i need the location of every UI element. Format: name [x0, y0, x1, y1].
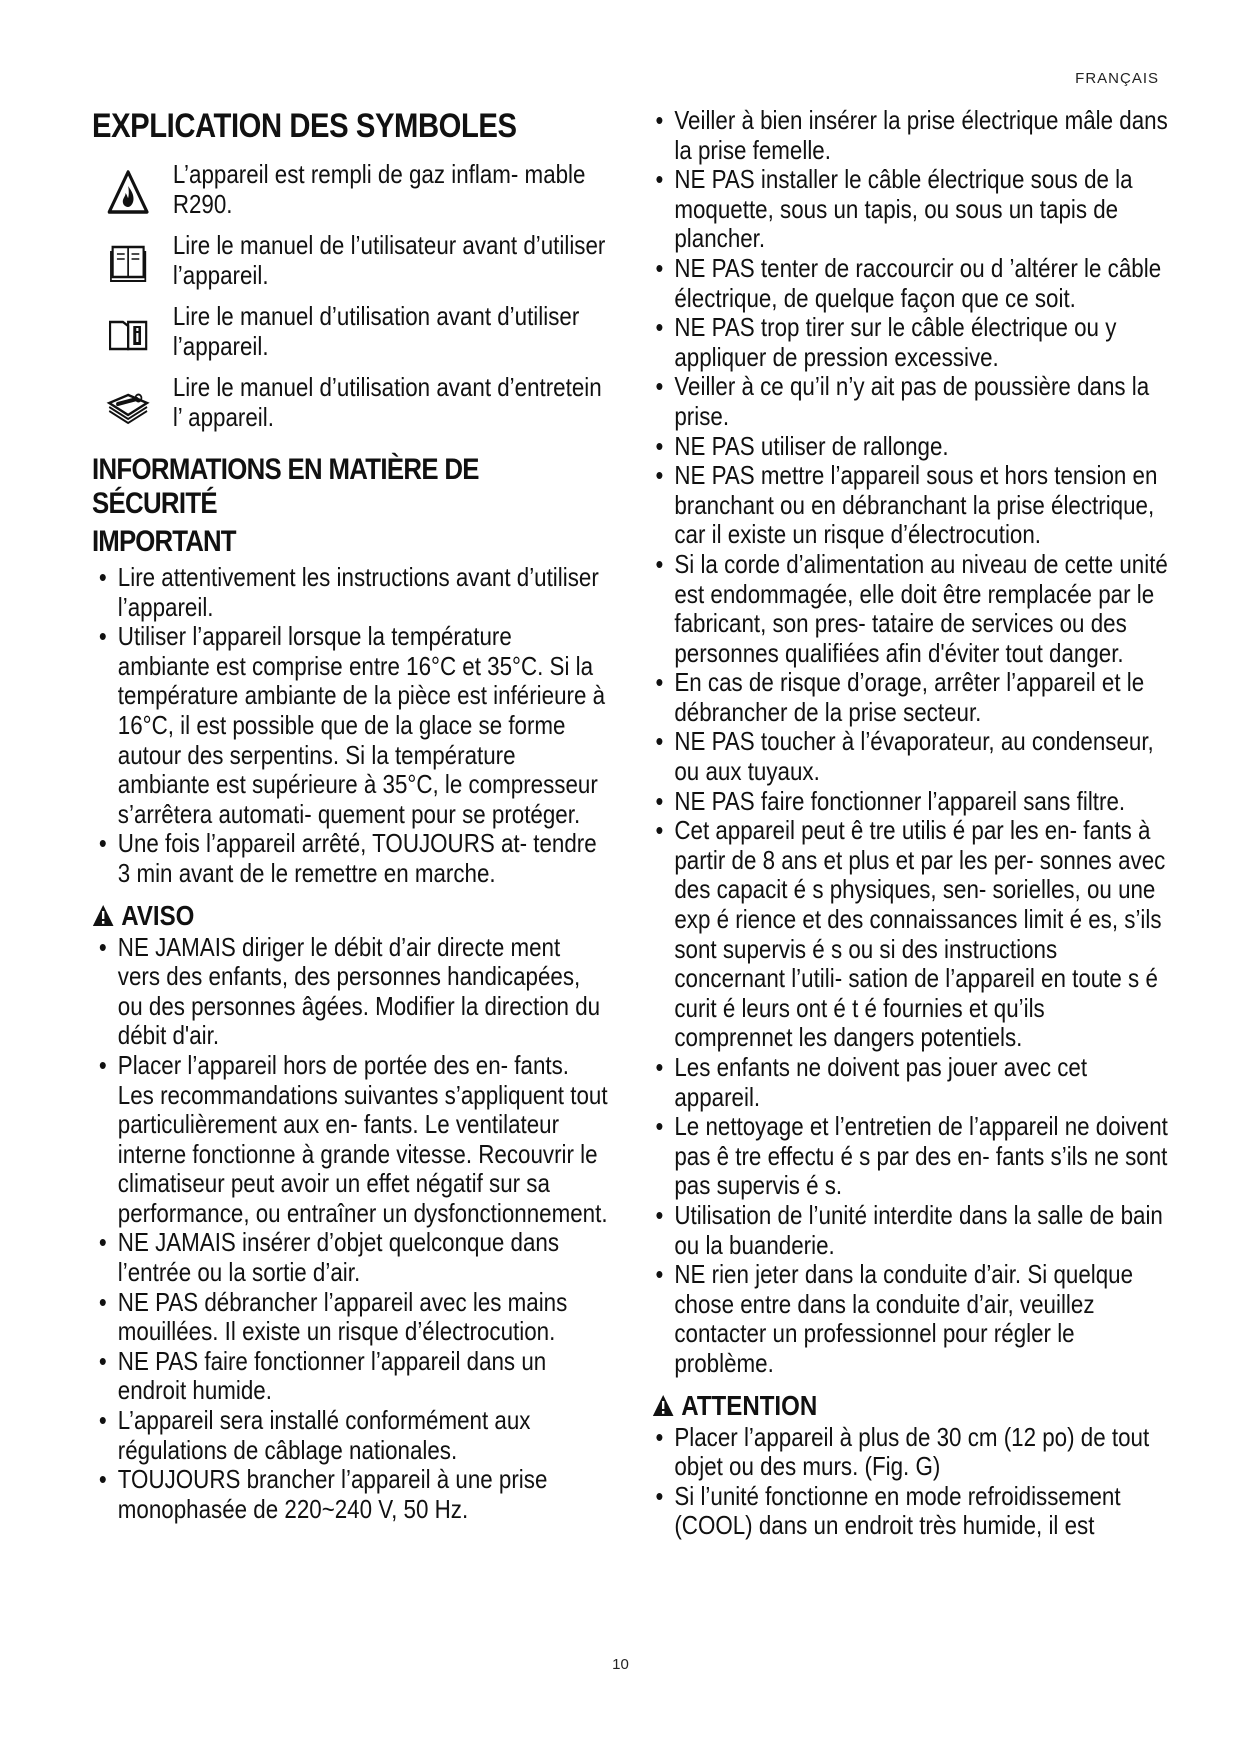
symbol-text: Lire le manuel de l’utilisateur avant d’utiliser l’appareil.: [172, 230, 606, 290]
safety-title: INFORMATIONS EN MATIÈRE DE SÉCURITÉ: [92, 453, 479, 520]
list-item: • Veiller à bien insérer la prise électrique mâle dans la prise femelle.: [652, 106, 1168, 165]
list-item: • NE PAS faire fonctionner l’appareil dans un endroit humide.: [92, 1347, 608, 1406]
list-item: • Les enfants ne doivent pas jouer avec cet appareil.: [652, 1053, 1168, 1112]
list-item: • NE JAMAIS insérer d’objet quelconque dans l’entrée ou la sortie d’air.: [92, 1228, 608, 1287]
aviso-list: [92, 933, 608, 1525]
list-item: • Lire attentivement les instructions avant d’utiliser l’appareil.: [92, 563, 608, 622]
list-item: • NE PAS trop tirer sur le câble électrique ou y appliquer de pression excessive.: [652, 313, 1168, 372]
aviso-list-continued: [652, 106, 1168, 1379]
symbol-row-info-manual: [92, 302, 608, 364]
symbol-text: Lire le manuel d’utilisation avant d’utiliser l’appareil.: [172, 301, 580, 361]
warning-icon: [652, 1394, 674, 1417]
language-label: FRANÇAIS: [1075, 70, 1159, 87]
list-item: • Si l’unité fonctionne en mode refroidissement (COOL) dans un endroit très humide, il est: [652, 1482, 1168, 1541]
aviso-heading: [92, 899, 608, 933]
list-item: • Placer l’appareil à plus de 30 cm (12 po) de tout objet ou des murs. (Fig. G): [652, 1423, 1168, 1482]
flammable-warning-icon: [102, 162, 154, 222]
list-item: • Utiliser l’appareil lorsque la température ambiante est comprise entre 16°C et 35°C. Si la température ambiante de la pièce est inférieure à 16°C, il est possible que de la glace se forme autour des serpentins. Si la température ambiante est supérieure à 35°C, le compresseur s’arrêtera automati- quement pour se protéger.: [92, 622, 608, 829]
symbol-row-service-manual: [92, 373, 608, 435]
list-item: • Placer l’appareil hors de portée des en- fants. Les recommandations suivantes s’appliquent tout particulièrement aux en- fants. Le ventilateur interne fonctionne à grande vitesse. Recouvrir le climatiseur peut avoir un effet négatif sur sa performance, ou entraîner un dysfonctionnement.: [92, 1051, 608, 1229]
list-item: • NE PAS débrancher l’appareil avec les mains mouillées. Il existe un risque d’électrocution.: [92, 1288, 608, 1347]
symbols-title: EXPLICATION DES SYMBOLES: [92, 107, 517, 145]
list-item: • NE PAS tenter de raccourcir ou d ’altérer le câble électrique, de quelque façon que ce soit.: [652, 254, 1168, 313]
right-column: [652, 106, 1168, 1541]
list-item: • Cet appareil peut ê tre utilis é par les en- fants à partir de 8 ans et plus et par les per- sonnes avec des capacit é s physiques, sen- sorielles, ou une exp é rience et des connaissances limit é es, s’ils sont supervis é s ou si des instructions concernant l’utili- sation de l’appareil en toute s é curit é leurs ont é t é fournies et qu’ils comprennet les dangers potentiels.: [652, 816, 1168, 1053]
list-item: • NE PAS toucher à l’évaporateur, au condenseur, ou aux tuyaux.: [652, 727, 1168, 786]
symbol-row-manual: [92, 231, 608, 293]
important-list: [92, 563, 608, 889]
list-item: • NE PAS mettre l’appareil sous et hors tension en branchant ou en débranchant la prise électrique, car il existe un risque d’électrocution.: [652, 461, 1168, 550]
list-item: • Veiller à ce qu’il n’y ait pas de poussière dans la prise.: [652, 372, 1168, 431]
list-item: • NE PAS faire fonctionner l’appareil sans filtre.: [652, 787, 1168, 817]
info-manual-icon: [102, 304, 154, 364]
symbol-text: Lire le manuel d’utilisation avant d’entretein l’ appareil.: [172, 372, 602, 432]
important-heading: IMPORTANT: [92, 525, 236, 558]
left-column: [92, 106, 608, 1524]
attention-title: ATTENTION: [681, 1389, 818, 1421]
list-item: • En cas de risque d’orage, arrêter l’appareil et le débrancher de la prise secteur.: [652, 668, 1168, 727]
list-item: • NE PAS utiliser de rallonge.: [652, 432, 1168, 462]
list-item: • Si la corde d’alimentation au niveau de cette unité est endommagée, elle doit être remplacée par le fabricant, son pres- tataire de services ou des personnes qualifiées afin d'éviter tout danger.: [652, 550, 1168, 668]
list-item: • NE rien jeter dans la conduite d’air. Si quelque chose entre dans la conduite d’air, veuillez contacter un professionnel pour régler le problème.: [652, 1260, 1168, 1378]
list-item: • Une fois l’appareil arrêté, TOUJOURS at- tendre 3 min avant de le remettre en marche.: [92, 829, 608, 888]
warning-icon: [92, 904, 114, 927]
list-item: • TOUJOURS brancher l’appareil à une prise monophasée de 220~240 V, 50 Hz.: [92, 1465, 608, 1524]
attention-list: [652, 1423, 1168, 1541]
manual-book-icon: [102, 233, 154, 293]
list-item: • NE PAS installer le câble électrique sous de la moquette, sous un tapis, ou sous un tapis de plancher.: [652, 165, 1168, 254]
list-item: • L’appareil sera installé conformément aux régulations de câblage nationales.: [92, 1406, 608, 1465]
attention-heading: [652, 1389, 1168, 1423]
list-item: • Utilisation de l’unité interdite dans la salle de bain ou la buanderie.: [652, 1201, 1168, 1260]
aviso-title: AVISO: [121, 899, 195, 931]
symbol-text: L’appareil est rempli de gaz inflam- mable R290.: [172, 159, 586, 219]
symbol-row-flammable: [92, 160, 608, 222]
page-number: 10: [612, 1656, 629, 1673]
list-item: • NE JAMAIS diriger le débit d’air directe ment vers des enfants, des personnes handicapées, ou des personnes âgées. Modifier la direction du débit d'air.: [92, 933, 608, 1051]
list-item: • Le nettoyage et l’entretien de l’appareil ne doivent pas ê tre effectu é s par des en- fants s’ils ne sont pas supervis é s.: [652, 1112, 1168, 1201]
service-manual-icon: [102, 375, 154, 435]
